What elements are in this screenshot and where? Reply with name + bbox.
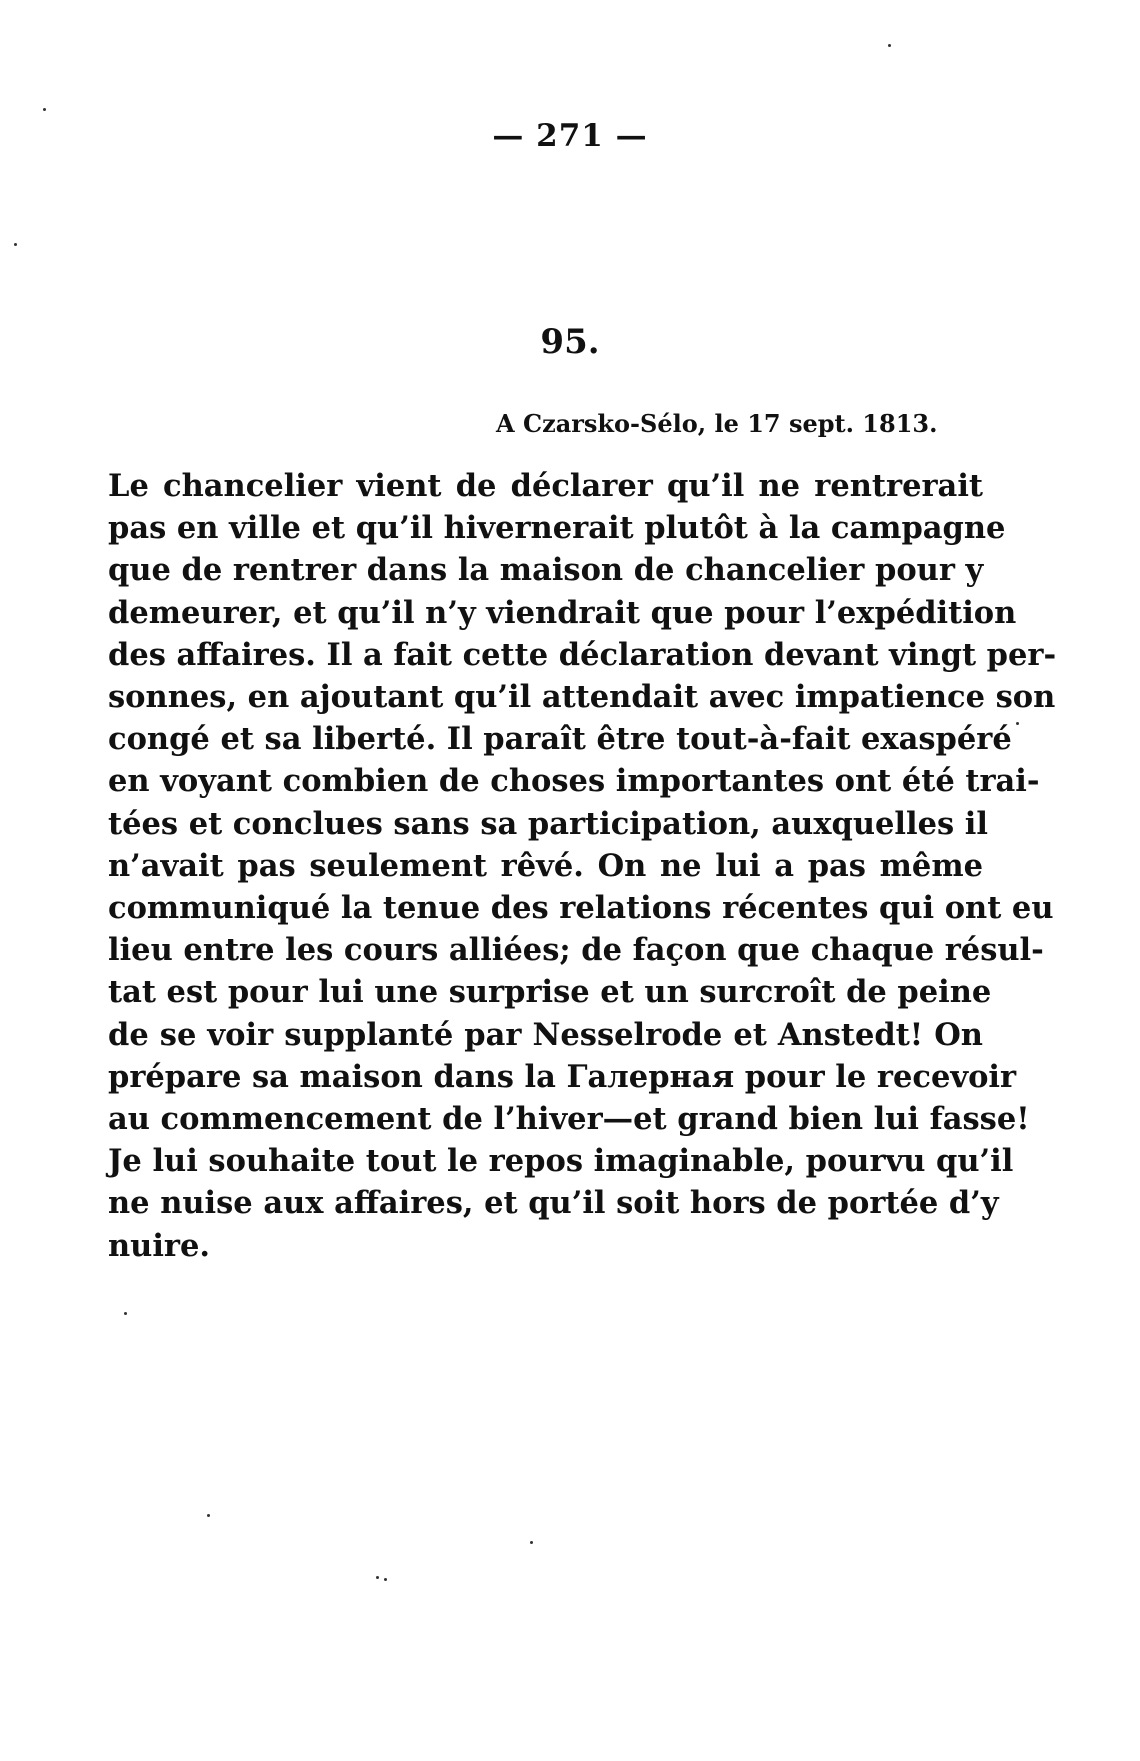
text-line: Le chancelier vient de déclarer qu’il ne rentrerait [108,468,983,504]
scan-speck [43,108,46,111]
scan-speck [207,1514,210,1517]
text-line: sonnes, en ajoutant qu’il attendait avec impatience son [108,679,1056,716]
text-line: ne nuise aux affaires, et qu’il soit hors de portée d’y [108,1185,999,1222]
letter-number: 95. [540,322,600,362]
scan-speck [888,44,891,47]
scan-speck [530,1541,533,1544]
page-number: — 271 — [492,118,648,154]
dateline: A Czarsko-Sélo, le 17 sept. 1813. [496,409,938,438]
text-line: Je lui souhaite tout le repos imaginable, pourvu qu’il [108,1143,1014,1180]
text-line: demeurer, et qu’il n’y viendrait que pour l’expédition [108,594,1017,631]
text-line: de se voir supplanté par Nesselrode et Anstedt! On [108,1016,983,1053]
scan-speck [1016,722,1019,725]
text-line: nuire. [108,1227,211,1264]
text-line: lieu entre les cours alliées; de façon que chaque résul- [108,932,1044,969]
text-line: prépare sa maison dans la Галерная pour le recevoir [108,1058,1017,1095]
scan-speck [124,1312,127,1315]
text-line: tées et conclues sans sa participation, auxquelles il [108,805,988,842]
text-line: que de rentrer dans la maison de chancelier pour y [108,552,984,589]
text-line: pas en ville et qu’il hivernerait plutôt à la campagne [108,510,1006,547]
letter-body [108,465,1057,1267]
text-line: au commencement de l’hiver—et grand bien lui fasse! [108,1101,1030,1138]
text-line: n’avait pas seulement rêvé. On ne lui a pas même [108,847,983,884]
text-line: tat est pour lui une surprise et un surcroît de peine [108,974,992,1011]
text-line: des affaires. Il a fait cette déclaration devant vingt per- [108,636,1057,673]
text-line: communiqué la tenue des relations récentes qui ont eu [108,890,1054,927]
scan-speck [376,1576,379,1579]
scan-speck [384,1578,387,1581]
text-line: en voyant combien de choses importantes ont été trai- [108,763,1040,800]
scan-speck [14,243,17,246]
text-line: congé et sa liberté. Il paraît être tout-à-fait exaspéré [108,721,1012,758]
